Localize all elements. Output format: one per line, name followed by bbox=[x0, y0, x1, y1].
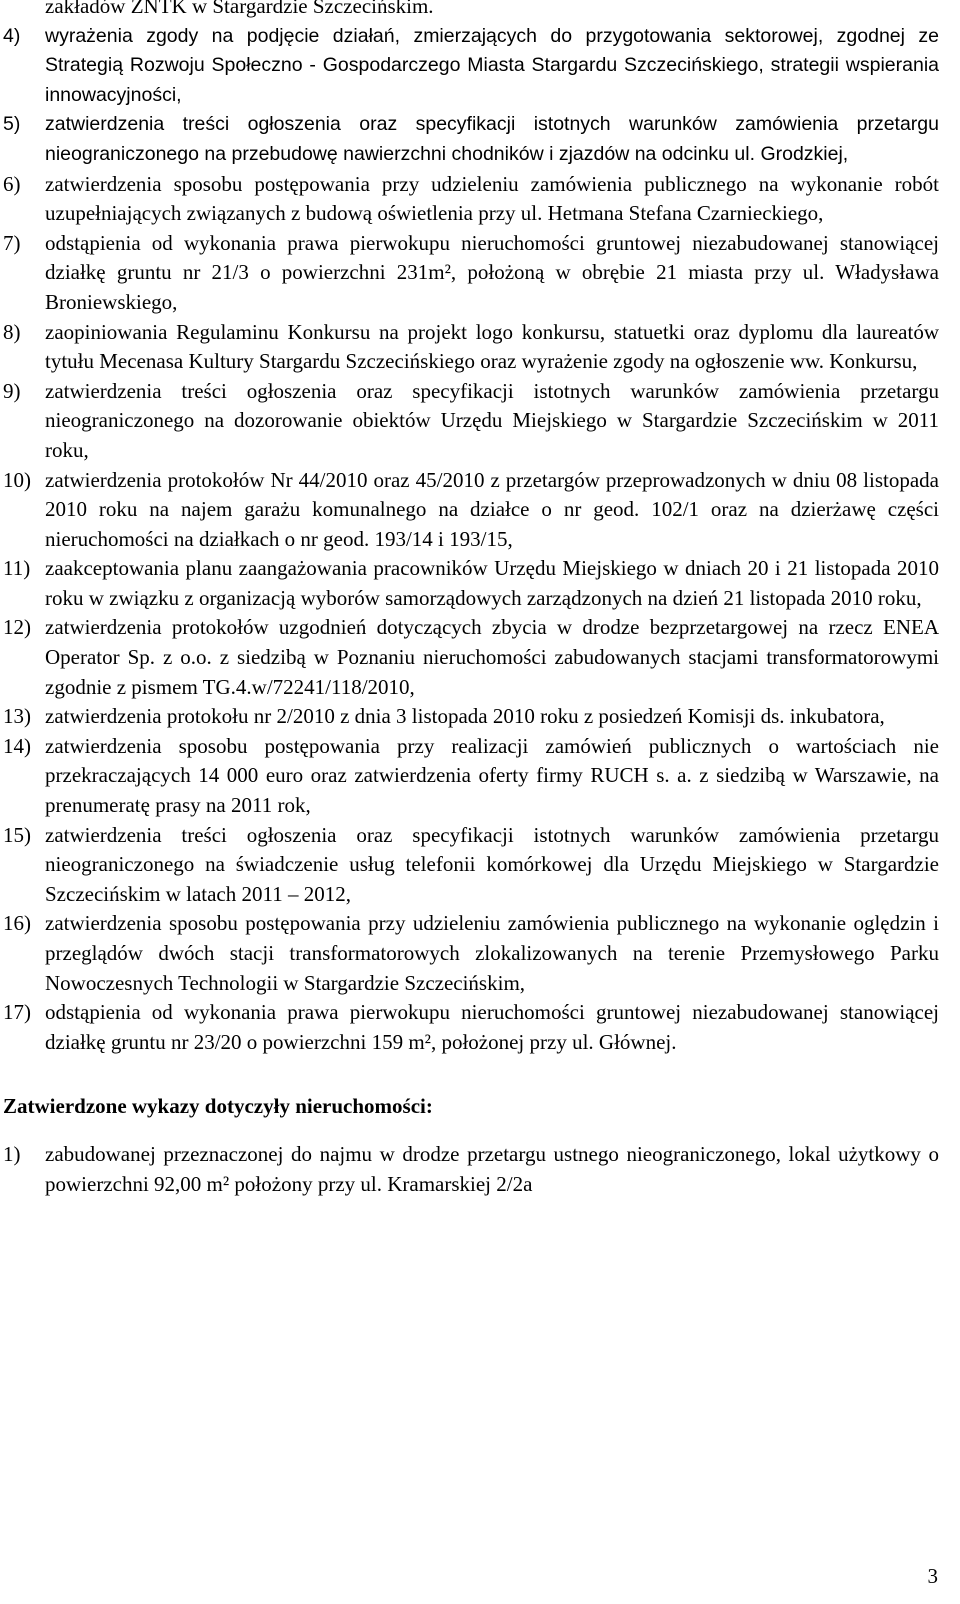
item-text: zatwierdzenia treści ogłoszenia oraz specyfikacji istotnych warunków zamówienia przetargu nieograniczonego na przebudowę nawierzchni chodników i zjazdów na odcinku ul. Grodzkiej, bbox=[45, 113, 939, 165]
item-text: zatwierdzenia protokołów Nr 44/2010 oraz 45/2010 z przetargów przeprowadzonych w dniu 08 listopada 2010 roku na najem garażu komunalnego na działce o nr geod. 102/1 oraz na dzierżawę części nieruchomości na działkach o nr geod. 193/14 i 193/15, bbox=[45, 467, 939, 551]
item-text: zatwierdzenia treści ogłoszenia oraz specyfikacji istotnych warunków zamówienia przetargu nieograniczonego na świadczenie usług telefonii komórkowej dla Urzędu Miejskiego w Stargardzie Szczecińskim w latach 2011 – 2012, bbox=[45, 822, 939, 906]
section-heading: Zatwierdzone wykazy dotyczyły nieruchomości: bbox=[3, 1094, 433, 1119]
list-item bbox=[3, 1140, 939, 1199]
list-item bbox=[3, 466, 939, 555]
item-text: zatwierdzenia treści ogłoszenia oraz specyfikacji istotnych warunków zamówienia przetargu nieograniczonego na dozorowanie obiektów Urzędu Miejskiego w Stargardzie Szczecińskim w 2011 roku, bbox=[45, 378, 939, 462]
item-text: zatwierdzenia sposobu postępowania przy realizacji zamówień publicznych o wartościach nie przekraczających 14 000 euro oraz zatwierdzenia oferty firmy RUCH s. a. z siedzibą w Warszawie, na prenumeratę prasy na 2011 rok, bbox=[45, 733, 939, 818]
list-item bbox=[3, 554, 939, 613]
item-text: zatwierdzenia protokołów uzgodnień dotyczących zbycia w drodze bezprzetargowej na rzecz ENEA Operator Sp. z o.o. z siedzibą w Poznaniu nieruchomości zabudowanych stacjami transformatorowymi zgodnie z pismem TG.4.w/72241/118/2010, bbox=[45, 615, 939, 699]
item-text: zabudowanej przeznaczonej do najmu w drodze przetargu ustnego nieograniczonego, lokal użytkowy o powierzchni 92,00 m² położony przy ul. Kramarskiej 2/2a bbox=[45, 1141, 939, 1196]
item-number: 1) bbox=[3, 1141, 21, 1166]
item-number: 17) bbox=[3, 1000, 31, 1025]
list-item bbox=[3, 613, 939, 702]
item-number: 12) bbox=[3, 615, 31, 640]
list-item bbox=[3, 702, 939, 732]
item-number: 13) bbox=[3, 704, 31, 729]
item-number: 16) bbox=[3, 911, 31, 936]
item-number: 10) bbox=[3, 467, 31, 492]
list-item bbox=[3, 318, 939, 377]
item-text: zatwierdzenia protokołu nr 2/2010 z dnia 3 listopada 2010 roku z posiedzeń Komisji ds. inkubatora, bbox=[45, 704, 885, 729]
list-item bbox=[3, 998, 939, 1057]
list-item bbox=[3, 110, 939, 169]
property-list bbox=[3, 1140, 939, 1199]
item-text: zaakceptowania planu zaangażowania pracowników Urzędu Miejskiego w dniach 20 i 21 listopada 2010 roku w związku z organizacją wyborów samorządowych zarządzonych na dzień 21 listopada 2010 roku, bbox=[45, 556, 939, 610]
item-text: odstąpienia od wykonania prawa pierwokupu nieruchomości gruntowej niezabudowanej stanowiącej działkę gruntu nr 23/20 o powierzchni 159 m², położonej przy ul. Głównej. bbox=[45, 1000, 939, 1054]
item-number: 7) bbox=[3, 230, 21, 255]
item-number: 5) bbox=[3, 113, 21, 136]
document-page bbox=[3, 0, 939, 1199]
item-number: 11) bbox=[3, 556, 31, 581]
list-item bbox=[3, 732, 939, 821]
continuation-line: zakładów ZNTK w Stargardzie Szczecińskim. bbox=[45, 0, 434, 18]
item-text: zaopiniowania Regulaminu Konkursu na projekt logo konkursu, statuetki oraz dyplomu dla laureatów tytułu Mecenasa Kultury Stargardu Szczecińskiego oraz wyrażenie zgody na ogłoszenie ww. Konkursu, bbox=[45, 319, 939, 374]
item-text: wyrażenia zgody na podjęcie działań, zmierzających do przygotowania sektorowej, zgodnej ze Strategią Rozwoju Społeczno - Gospodarczego Miasta Stargardu Szczecińskiego, strategii wspierania innowacyjności, bbox=[45, 24, 939, 106]
page-number: 3 bbox=[927, 1564, 938, 1588]
item-number: 14) bbox=[3, 733, 31, 758]
list-item bbox=[3, 229, 939, 318]
list-item bbox=[3, 22, 939, 111]
list-item bbox=[3, 909, 939, 998]
list-item bbox=[3, 377, 939, 466]
list-item bbox=[3, 170, 939, 229]
item-number: 15) bbox=[3, 822, 31, 847]
item-number: 9) bbox=[3, 378, 21, 403]
resolutions-list bbox=[3, 22, 939, 1058]
list-item bbox=[3, 821, 939, 910]
item-text: odstąpienia od wykonania prawa pierwokupu nieruchomości gruntowej niezabudowanej stanowiącej działkę gruntu nr 21/3 o powierzchni 231m², położoną w obrębie 21 miasta przy ul. Władysława Broniewskiego, bbox=[45, 230, 939, 314]
item-text: zatwierdzenia sposobu postępowania przy udzieleniu zamówienia publicznego na wykonanie robót uzupełniających związanych z budową oświetlenia przy ul. Hetmana Stefana Czarnieckiego, bbox=[45, 171, 939, 226]
item-number: 6) bbox=[3, 171, 21, 196]
item-number: 8) bbox=[3, 319, 21, 344]
item-number: 4) bbox=[3, 24, 21, 47]
item-text: zatwierdzenia sposobu postępowania przy udzieleniu zamówienia publicznego na wykonanie oględzin i przeglądów dwóch stacji transformatorowych zlokalizowanych na terenie Przemysłowego Parku Nowoczesnych Technologii w Stargardzie Szczecińskim, bbox=[45, 911, 939, 995]
